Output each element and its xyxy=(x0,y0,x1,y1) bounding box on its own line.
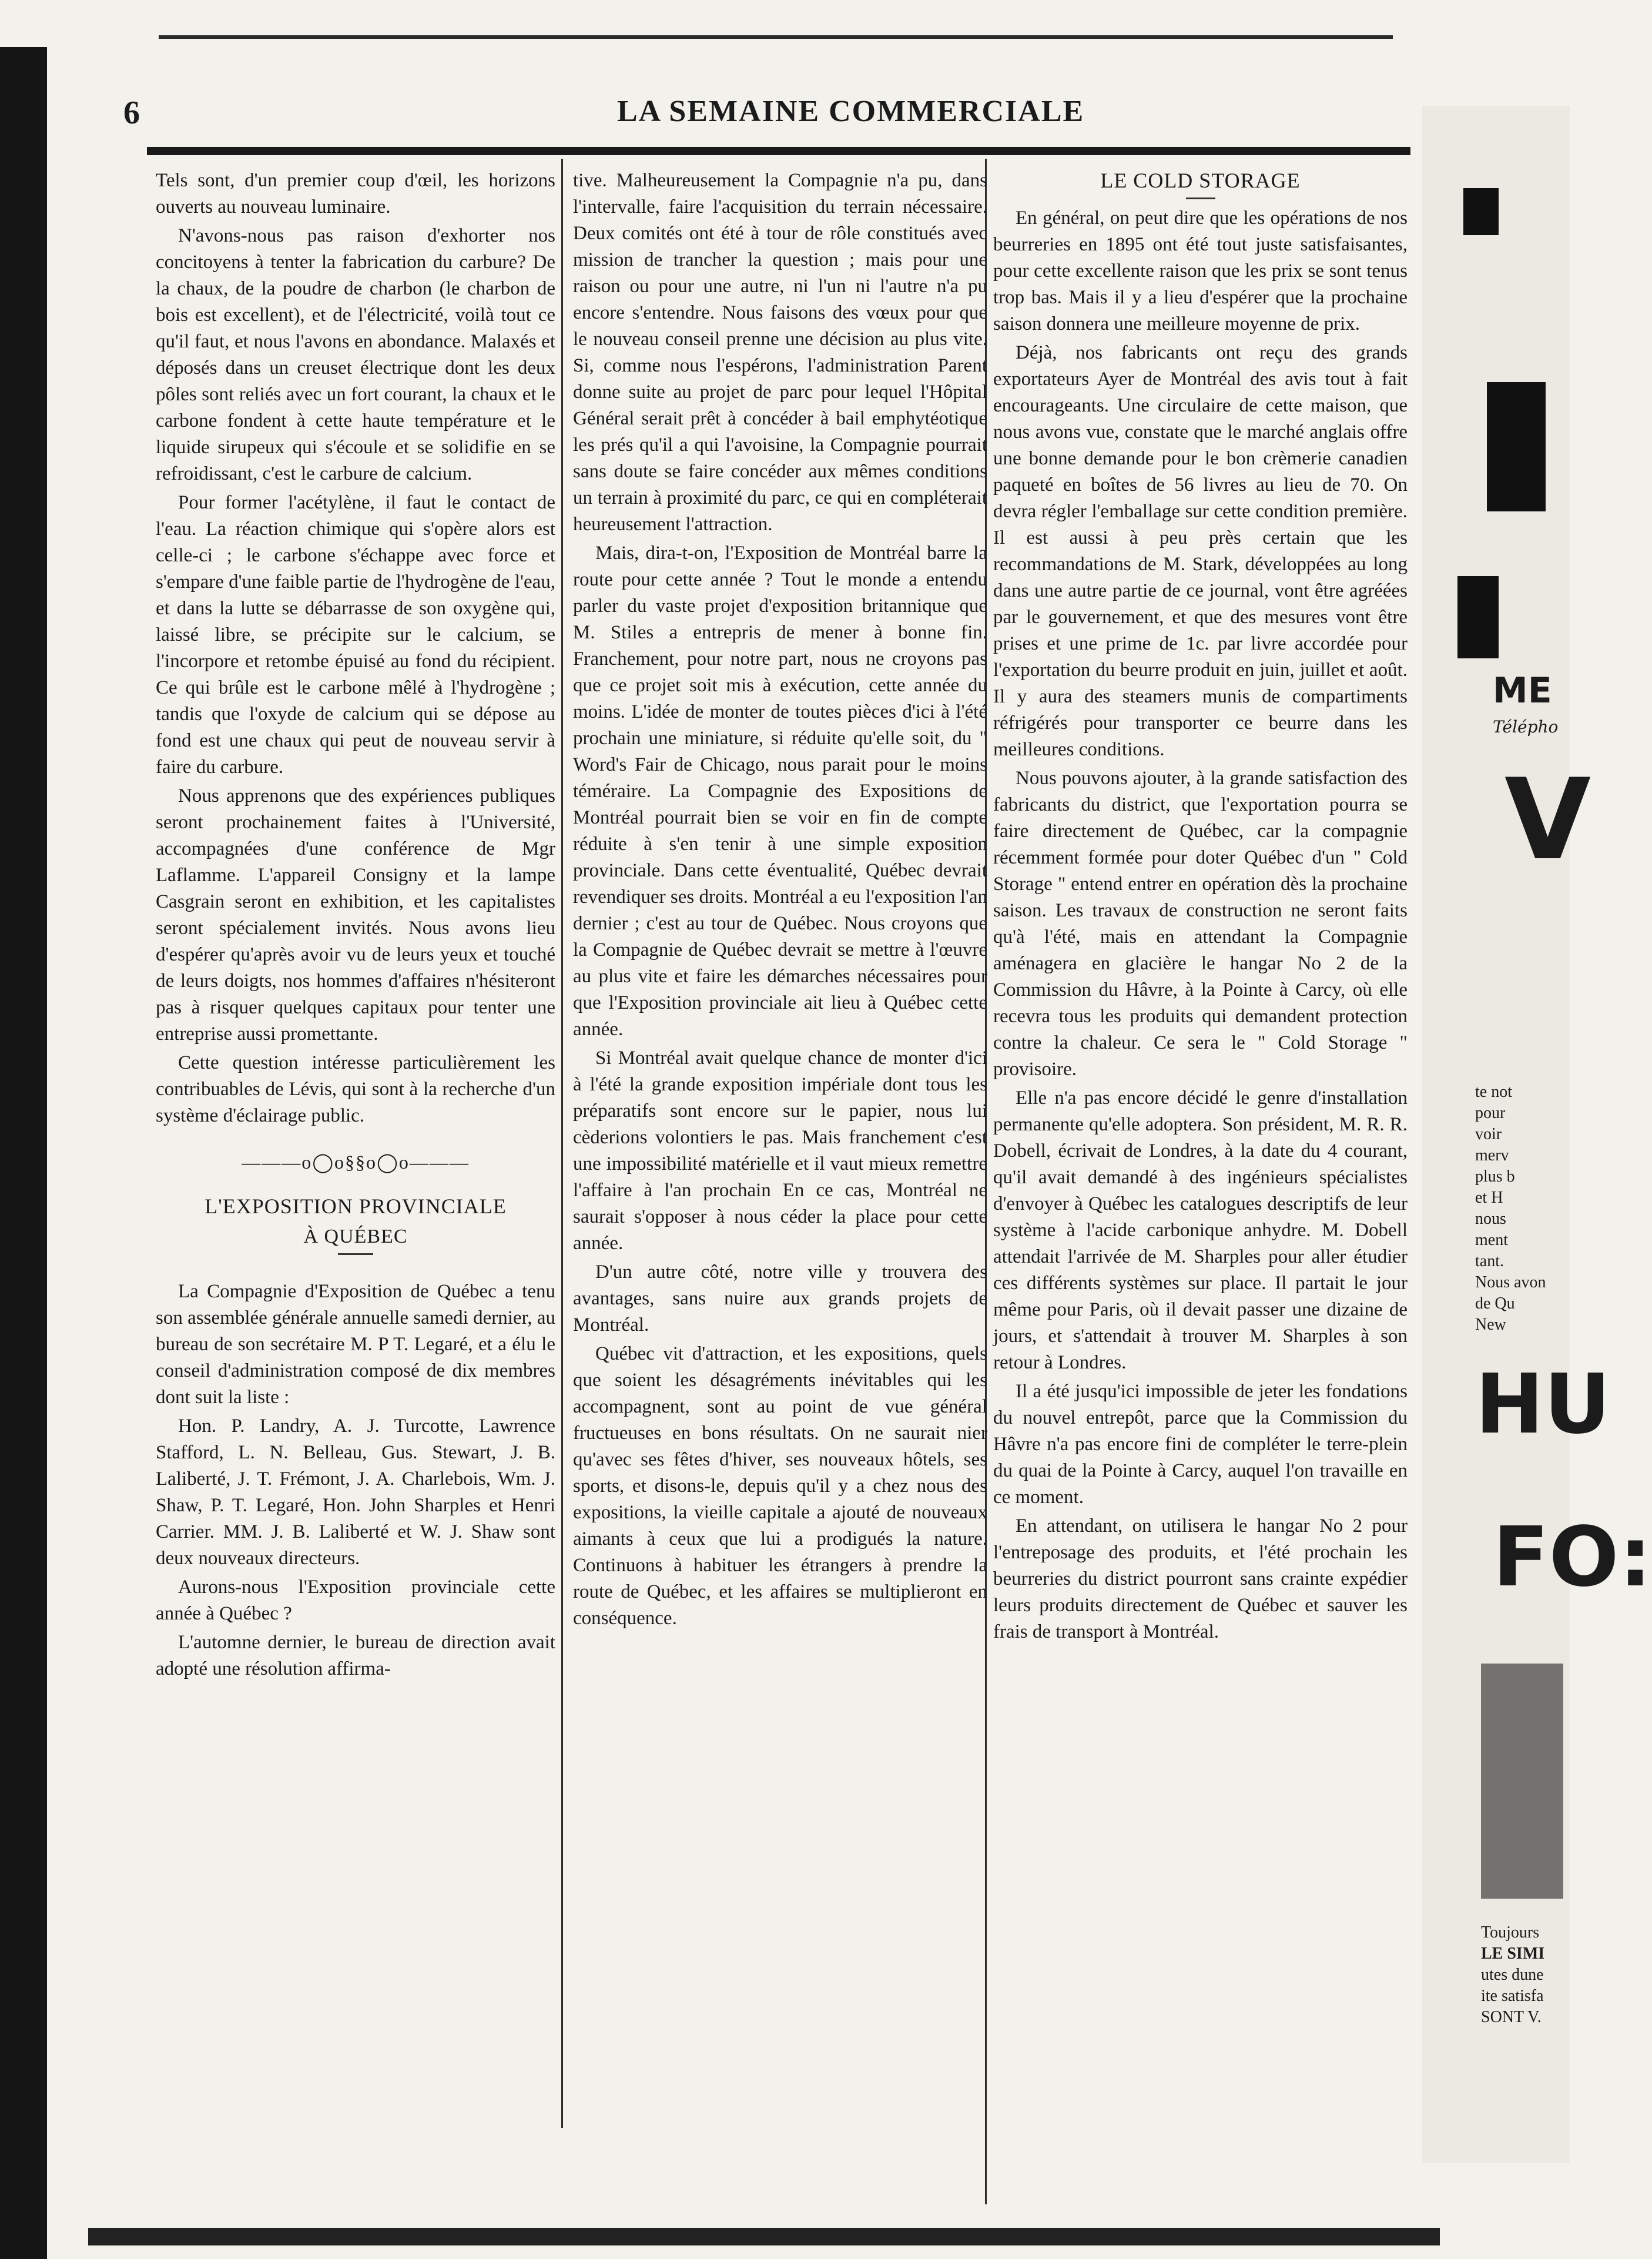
paragraph: En général, on peut dire que les opérations de nos beurreries en 1895 ont été tout juste satisfaisantes, pour cette excellente raison que les prix se sont tenus trop bas. Mais il y a lieu d'espérer que la prochaine saison donnera une meilleure moyenne de prix. xyxy=(993,208,1408,334)
paragraph: D'un autre côté, notre ville y trouvera des avantages, sans nuire aux grands projets de Montréal. xyxy=(573,1261,987,1336)
paragraph: Déjà, nos fabricants ont reçu des grands exportateurs Ayer de Montréal des avis tout à fait encourageants. Une circulaire de cette maison, que nous avons vue, constate que le marché anglais offre une bonne demande pour le bon crèmerie canadien paqueté en boîtes de 56 livres au lieu de 70. On devra régler l'emballage sur cette condition première. Il est aussi à peu près certain que les recommandations de M. Stark, développées au long dans une autre partie de ce journal, vont être agréées par le gouvernement, et que des mesures vont être prises et une prime de 1c. par livre accordée pour l'exportation du beurre produit en juin, juillet et août. Il y aura des steamers munis de compartiments réfrigérés pour transporter ce beurre dans les meilleures conditions. xyxy=(993,342,1408,760)
header-rule xyxy=(147,147,1410,155)
paragraph: Elle n'a pas encore décidé le genre d'installation permanente qu'elle adoptera. Son président, M. R. R. Dobell, écrivait de Londres, à la date du 4 courant, qu'il avait demandé à des ingénieurs spécialistes d'envoyer à Québec les catalogues descriptifs de leur système à l'acide carbonique anhydre. M. Dobell attendait l'arrivée de M. Sharples pour aller étudier ces différents systèmes sur place. Il partait le jour même pour Paris, où il devait passer une dizaine de jours, et s'attendait à trouver M. Sharples à son retour à Londres. xyxy=(993,1087,1408,1373)
heading-dash xyxy=(338,1253,373,1255)
paragraph: Pour former l'acétylène, il faut le contact de l'eau. La réaction chimique qui s'opère alors est celle-ci ; le carbone s'échappe avec force et s'empare d'une faible partie de l'hydrogène de l'eau, et dans la lutte se débarrasse de son oxygène qui, laissé libre, se précipite sur le calcium, se l'incorpore et retombe épuisé au fond du récipient. Ce qui brûle est le carbone mêlé à l'hydrogène ; tandis que l'oxyde de calcium qui se dépose au fond est une chaux qui peut de nouveau servir à faire du carbure. xyxy=(156,492,555,778)
paragraph: Il a été jusqu'ici impossible de jeter les fondations du nouvel entrepôt, parce que la Commission du Hâvre n'a pas encore fini de compléter le terre-plein du quai de la Pointe à Carcy, auquel l'on travaille en ce moment. xyxy=(993,1381,1408,1508)
paragraph: Nous pouvons ajouter, à la grande satisfaction des fabricants du district, que l'exportation pourra se faire directement de Québec, car la compagnie récemment formée pour doter Québec d'un " Cold Storage " entend entrer en opération dès la prochaine saison. Les travaux de construction ne seront faits qu'à l'été, mais en attendant la Compagnie aménagera en glacière le hangar No 2 de la Commission du Hâvre, à la Pointe à Carcy, où elle recevra tous les produits qui demandent protection contre la chaleur. Ce sera le " Cold Storage " provisoire. xyxy=(993,768,1408,1080)
article-column-2 xyxy=(573,168,987,1634)
ad-fragment xyxy=(1463,188,1499,235)
heading-dash xyxy=(1186,198,1215,199)
masthead-title: LA SEMAINE COMMERCIALE xyxy=(617,95,1085,128)
ad-text-snippet: te not pour voir merv plus b et H nous ment tant. Nous avon de Qu New xyxy=(1475,1083,1546,1334)
ad-text: ME xyxy=(1493,670,1552,711)
top-rule xyxy=(159,35,1393,39)
paragraph: tive. Malheureusement la Compagnie n'a pu, dans l'intervalle, faire l'acquisition du terrain nécessaire. Deux comités ont été à tour de rôle constitués avec mission de trancher la question ; mais pour une raison ou pour une autre, ni l'un ni l'autre n'a pu encore s'entendre. Nous faisons des vœux pour que le nouveau conseil prenne une décision au plus vite. Si, comme nous l'espérons, l'administration Parent donne suite au projet de parc pour lequel l'Hôpital Général serait prêt à concéder à bail emphytéotique les prés qu'il a qui l'avoisine, la Compagnie pourrait sans doute se faire concéder aux mêmes conditions un terrain à proximité du parc, ce qui en compléterait heureusement l'attraction. xyxy=(573,170,987,535)
paragraph: Québec vit d'attraction, et les expositions, quels que soient les désagréments inévitables qui les accompagnent, sont au point de vue général fructueuses en bons résultats. On ne saurait nier qu'avec ses fêtes d'hiver, ses nouveaux hôtels, ses sports, et disons-le, depuis qu'il y a chez nous des expositions, la vieille capitale a ajouté de nouveaux aimants à ceux que lui a prodigués la nature. Continuons à habituer les étrangers à prendre la route de Québec, et les affaires se multiplieront en conséquence. xyxy=(573,1343,987,1629)
paragraph: Aurons-nous l'Exposition provinciale cette année à Québec ? xyxy=(156,1577,555,1624)
ad-text: Télépho xyxy=(1493,717,1559,737)
paragraph: Si Montréal avait quelque chance de monter d'ici à l'été la grande exposition impériale dont tous les préparatifs sont encore sur le papier, nous lui cèderions volontiers le pas. Mais franchement c'est une impossibilité matérielle et il vaut mieux remettre l'affaire à l'an prochain En ce cas, Montréal ne saurait s'opposer à nous céder la place pour cette année. xyxy=(573,1047,987,1254)
ad-text: HU xyxy=(1475,1357,1611,1453)
paragraph: Tels sont, d'un premier coup d'œil, les horizons ouverts au nouveau luminaire. xyxy=(156,170,555,217)
scan-left-edge xyxy=(0,47,47,2259)
scan-bottom-edge xyxy=(88,2228,1440,2245)
paragraph: L'automne dernier, le bureau de direction avait adopté une résolution affirma- xyxy=(156,1632,555,1679)
paragraph: Hon. P. Landry, A. J. Turcotte, Lawrence Stafford, L. N. Belleau, Gus. Stewart, J. B. Laliberté, J. T. Frémont, J. A. Charlebois, Wm. J. Shaw, P. T. Legaré, Hon. John Sharples et Henri Carrier. MM. J. B. Laliberté et W. J. Shaw sont deux nouveaux directeurs. xyxy=(156,1415,555,1569)
paragraph: La Compagnie d'Exposition de Québec a tenu son assemblée générale annuelle samedi dernier, au bureau de son secrétaire M. P T. Legaré, et a élu le conseil d'administration composé de dix membres dont suit la liste : xyxy=(156,1281,555,1408)
article-column-3 xyxy=(993,168,1408,1648)
page-number: 6 xyxy=(123,95,140,131)
ad-fragment xyxy=(1457,576,1499,658)
adjacent-page-advertisement xyxy=(1422,106,1652,2163)
paragraph: Nous apprenons que des expériences publiques seront prochainement faites à l'Université, accompagnées d'une conférence de Mgr Laflamme. L'appareil Consigny et la lampe Casgrain seront en exhibition, et les capitalistes seront spécialement invités. Nous avons lieu d'espérer qu'après avoir vu de leurs yeux et touché de leurs doigts, nos hommes d'affaires n'hésiteront pas à risquer quelques capitaux pour tenter une entreprise aussi promettante. xyxy=(156,785,555,1045)
section-ornament: ———o◯o§§o◯o——— xyxy=(242,1152,470,1173)
section-heading-cold-storage: LE COLD STORAGE xyxy=(1100,169,1301,192)
ad-fragment xyxy=(1487,382,1546,511)
paragraph: N'avons-nous pas raison d'exhorter nos concitoyens à tenter la fabrication du carbure? De la chaux, de la poudre de charbon (le charbon de bois est excellent), et de l'électricité, voilà tout ce qu'il faut, et nous l'avons en abondance. Malaxés et déposés dans un creuset électrique dont les deux pôles sont reliés avec un fort courant, la chaux et le carbone fondent à cette haute température et le liquide sirupeux qui s'écoule et se solidifie en se refroidissant, c'est le carbure de calcium. xyxy=(156,225,555,484)
paragraph: Cette question intéresse particulièrement les contribuables de Lévis, qui sont à la recherche d'un système d'éclairage public. xyxy=(156,1052,555,1126)
paragraph: En attendant, on utilisera le hangar No 2 pour l'entreposage des produits, et l'été prochain les beurreries du district pourront sans crainte expédier leurs produits directement de Québec et sauver les frais de transport à Montréal. xyxy=(993,1515,1408,1642)
section-heading-exposition: L'EXPOSITION PROVINCIALE xyxy=(205,1194,507,1218)
column-divider-1 xyxy=(561,159,563,2128)
ad-text: V xyxy=(1504,755,1591,885)
ad-text: FO: xyxy=(1493,1510,1652,1605)
section-subheading: À QUÉBEC xyxy=(303,1226,408,1247)
article-column-1 xyxy=(156,168,555,1685)
paragraph: Mais, dira-t-on, l'Exposition de Montréal barre la route pour cette année ? Tout le monde a entendu parler du vaste projet d'exposition britannique que M. Stiles a entrepris de mener à bonne fin. Franchement, pour notre part, nous ne croyons pas que ce projet soit mis à exécution, cette année du moins. L'idée de monter de toutes pièces d'ici à l'été prochain une miniature, si réduite qu'elle soit, du " Word's Fair de Chicago, nous parait pour le moins téméraire. La Compagnie des Expositions de Montréal pourrait bien se voir en fin de compte réduite à s'en tenir à une simple exposition provinciale. Dans cette éventualité, Québec devrait revendiquer ses droits. Montréal a eu l'exposition l'an dernier ; c'est au tour de Québec. Nous croyons que la Compagnie de Québec devrait se mettre à l'œuvre au plus vite et faire les démarches nécessaires pour que l'Exposition provinciale ait lieu à Québec cette année. xyxy=(573,543,987,1040)
ad-illustration xyxy=(1481,1664,1563,1899)
ad-text-footer: Toujours LE SIMI utes dune ite satisfa SONT V. xyxy=(1481,1923,1545,2026)
